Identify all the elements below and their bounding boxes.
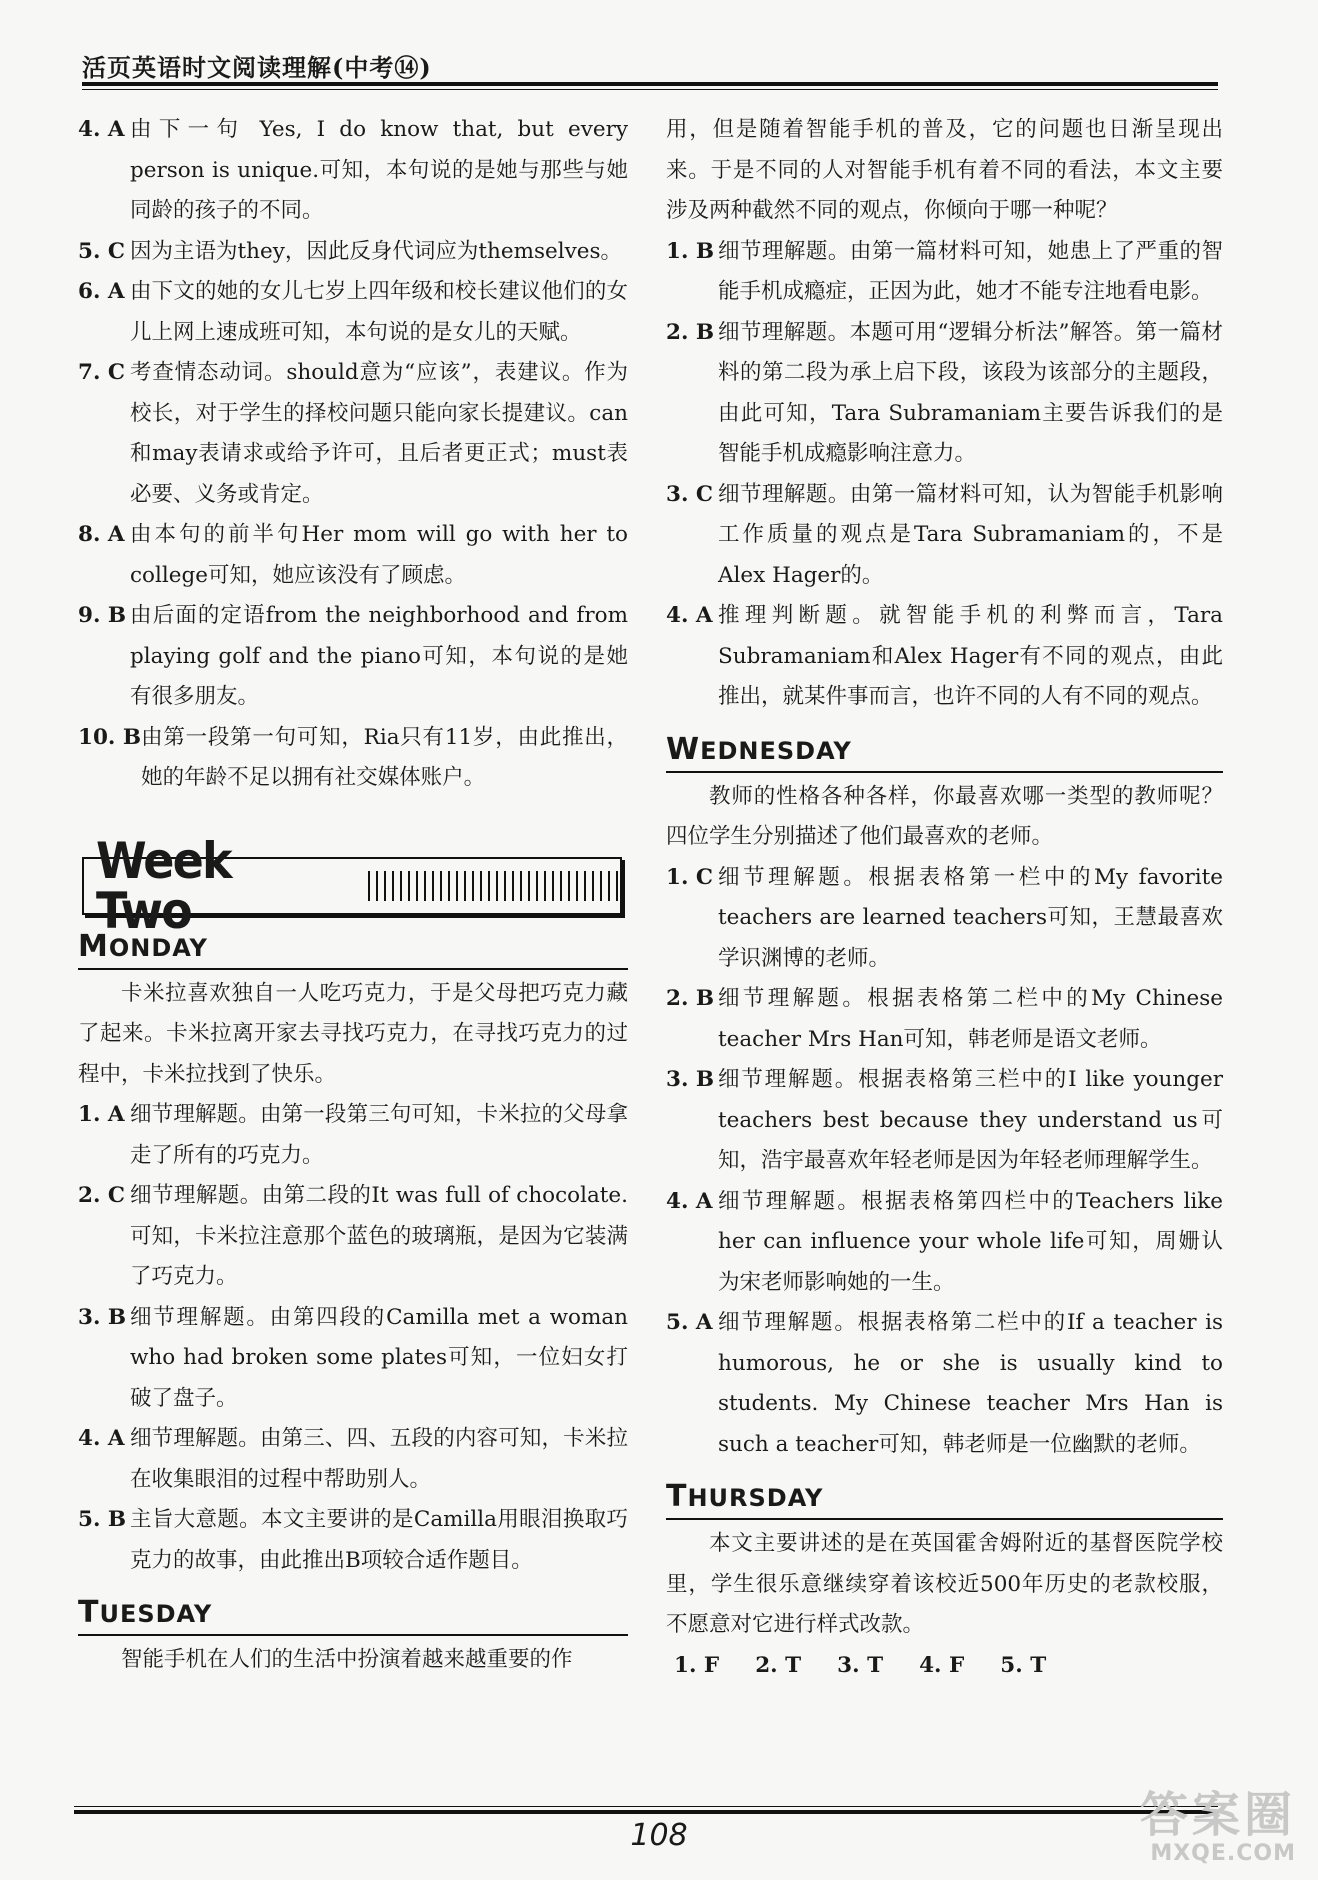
monday-section: [78, 929, 628, 1582]
answer-text: 考查情态动词。should意为“应该”，表建议。作为校长，对于学生的择校问题只能向家长提建议。can和may表请求或给予许可，且后者更正式；must表必要、义务或肯定。: [130, 360, 628, 507]
answer-item: [78, 110, 628, 232]
page-number: 108: [630, 1818, 688, 1853]
answer-item: [78, 1500, 628, 1581]
section-title-tuesday: TUESDAY: [78, 1595, 628, 1636]
wednesday-section: [666, 732, 1223, 1466]
answer-text: 细节理解题。根据表格第三栏中的I like younger teachers best because they understand us可知，浩宇最喜欢年轻老师是因为年轻老师理解学生。: [718, 1067, 1223, 1173]
answer-text: 细节理解题。由第三、四、五段的内容可知，卡米拉在收集眼泪的过程中帮助别人。: [130, 1426, 628, 1492]
answer-item: [78, 718, 628, 799]
answer-number: 4. A: [666, 603, 713, 628]
section-title-monday: MONDAY: [78, 929, 628, 970]
answer-number: 2. B: [666, 986, 715, 1011]
answer-text: 细节理解题。由第一篇材料可知，认为智能手机影响工作质量的观点是Tara Subramaniam的，不是Alex Hager的。: [718, 481, 1223, 588]
answer-text: 细节理解题。由第四段的Camilla met a woman who had broken some plates可知，一位妇女打破了盘子。: [130, 1304, 628, 1411]
answer-text: 由本句的前半句Her mom will go with her to college可知，她应该没有了顾虑。: [130, 522, 628, 588]
answer-number: 10. B: [78, 724, 142, 750]
header-title: 活页英语时文阅读理解(中考⑭): [82, 53, 432, 82]
answer-text: 细节理解题。由第一段第三句可知，卡米拉的父母拿走了所有的巧克力。: [130, 1102, 628, 1168]
watermark-logo: 答案圈: [1139, 1787, 1296, 1843]
answer-key: 5. T: [1000, 1652, 1047, 1678]
section-intro: 教师的性格各种各样，你最喜欢哪一类型的教师呢？四位学生分别描述了他们最喜欢的老师。: [666, 783, 1223, 849]
answer-number: 9. B: [78, 603, 127, 628]
answer-number: 5. C: [78, 238, 126, 264]
section-title-wednesday: WEDNESDAY: [666, 732, 1223, 773]
answer-key: 3. T: [837, 1652, 884, 1678]
answer-text: 细节理解题。本题可用“逻辑分析法”解答。第一篇材料的第二段为承上启下段，该段为该部分的主题段，由此可知，Tara Subramaniam主要告诉我们的是智能手机成瘾影响注意力。: [718, 319, 1223, 466]
answer-key: 2. T: [755, 1652, 802, 1678]
answer-number: 1. C: [666, 864, 714, 890]
answer-number: 8. A: [78, 522, 125, 547]
decorative-bars: [368, 871, 620, 901]
section-intro-continued: 用，但是随着智能手机的普及，它的问题也日渐呈现出来。于是不同的人对智能手机有着不同的看法，本文主要涉及两种截然不同的观点，你倾向于哪一种呢？: [666, 117, 1223, 223]
footer-rule-thick: [74, 1810, 1218, 1814]
left-column: [78, 110, 628, 1681]
answer-number: 3. B: [666, 1067, 715, 1092]
answer-number: 3. C: [666, 481, 714, 507]
answer-item: [666, 596, 1223, 718]
answer-number: 1. A: [78, 1102, 125, 1127]
answer-item: [78, 232, 628, 273]
answer-item: [666, 1060, 1223, 1182]
answer-text: 由第一段第一句可知，Ria只有11岁，由此推出，她的年龄不足以拥有社交媒体账户。: [141, 724, 628, 790]
answer-item: [78, 1095, 628, 1176]
answer-text: 细节理解题。根据表格第四栏中的Teachers like her can influence your whole life可知，周姗认为宋老师影响她的一生。: [718, 1188, 1223, 1295]
answer-item: [666, 1303, 1223, 1465]
answer-text: 细节理解题。由第一篇材料可知，她患上了严重的智能手机成瘾症，正因为此，她才不能专注地看电影。: [718, 238, 1223, 304]
header-rule-thick: [82, 82, 1218, 86]
answer-item: [666, 232, 1223, 313]
answer-text: 由下文的她的女儿七岁上四年级和校长建议他们的女儿上网上速成班可知，本句说的是女儿的天赋。: [130, 279, 628, 345]
answer-number: 6. A: [78, 279, 125, 304]
answer-number: 3. B: [78, 1304, 127, 1330]
answer-item: [78, 515, 628, 596]
week-two-banner: [82, 831, 622, 940]
answer-number: 2. C: [78, 1183, 126, 1208]
answer-item: [666, 979, 1223, 1060]
answer-text: 主旨大意题。本文主要讲的是Camilla用眼泪换取巧克力的故事，由此推出B项较合适作题目。: [130, 1507, 628, 1573]
answer-text: 细节理解题。根据表格第二栏中的My Chinese teacher Mrs Han可知，韩老师是语文老师。: [718, 986, 1223, 1052]
footer-rule-thin: [74, 1806, 1218, 1807]
answer-text: 细节理解题。根据表格第二栏中的If a teacher is humorous, he or she is usually kind to students. My Chinese teacher Mrs Han is such a teacher可知，韩老师是一位幽默的老师。: [718, 1310, 1223, 1457]
answer-text: 细节理解题。由第二段的It was full of chocolate.可知，卡米拉注意那个蓝色的玻璃瓶，是因为它装满了巧克力。: [130, 1183, 628, 1289]
answer-item: [666, 858, 1223, 980]
answer-text: 推理判断题。就智能手机的利弊而言，Tara Subramaniam和Alex Hager有不同的观点，由此推出，就某件事而言，也许不同的人有不同的观点。: [718, 603, 1223, 709]
answer-item: [78, 1419, 628, 1500]
section-title-thursday: THURSDAY: [666, 1479, 1223, 1520]
answer-number: 1. B: [666, 238, 715, 264]
answer-key-row: [674, 1646, 1223, 1687]
right-column: [666, 110, 1223, 1686]
answer-item: [666, 313, 1223, 475]
answer-item: [78, 353, 628, 515]
answer-number: 4. A: [78, 1426, 125, 1451]
section-intro: 智能手机在人们的生活中扮演着越来越重要的作: [121, 1647, 573, 1672]
week-one-answers: [78, 110, 628, 799]
answer-number: 5. A: [666, 1310, 713, 1335]
answer-item: [666, 475, 1223, 597]
answer-item: [78, 1176, 628, 1298]
answer-number: 2. B: [666, 319, 715, 345]
answer-text: 因为主语为they，因此反身代词应为themselves。: [130, 238, 622, 264]
answer-number: 5. B: [78, 1507, 127, 1532]
answer-number: 4. A: [666, 1188, 713, 1214]
section-intro: 本文主要讲述的是在英国霍舍姆附近的基督医院学校里，学生很乐意继续穿着该校近500年历史的老款校服，不愿意对它进行样式改款。: [666, 1531, 1223, 1637]
answer-key: 1. F: [674, 1652, 720, 1678]
thursday-section: [666, 1479, 1223, 1686]
section-intro: 卡米拉喜欢独自一人吃巧克力，于是父母把巧克力藏了起来。卡米拉离开家去寻找巧克力，在寻找巧克力的过程中，卡米拉找到了快乐。: [78, 980, 628, 1087]
answer-text: 由下一句 Yes, I do know that, but every person is unique.可知，本句说的是她与那些与她同龄的孩子的不同。: [130, 117, 628, 223]
answer-item: [78, 596, 628, 718]
watermark: [1140, 1789, 1296, 1866]
answer-item: [78, 1298, 628, 1420]
answer-key: 4. F: [919, 1652, 965, 1678]
answer-number: 4. A: [78, 117, 125, 142]
answer-item: [78, 272, 628, 353]
header-rule-thin: [82, 89, 1218, 90]
answer-text: 细节理解题。根据表格第一栏中的My favorite teachers are learned teachers可知，王慧最喜欢学识渊博的老师。: [718, 864, 1223, 971]
tuesday-section: [78, 1595, 628, 1681]
answer-text: 由后面的定语from the neighborhood and from playing golf and the piano可知，本句说的是她有很多朋友。: [130, 603, 628, 709]
week-title: Week Two: [96, 831, 231, 940]
answer-item: [666, 1182, 1223, 1304]
watermark-url: MXQE.COM: [1150, 1841, 1296, 1866]
answer-number: 7. C: [78, 360, 126, 385]
